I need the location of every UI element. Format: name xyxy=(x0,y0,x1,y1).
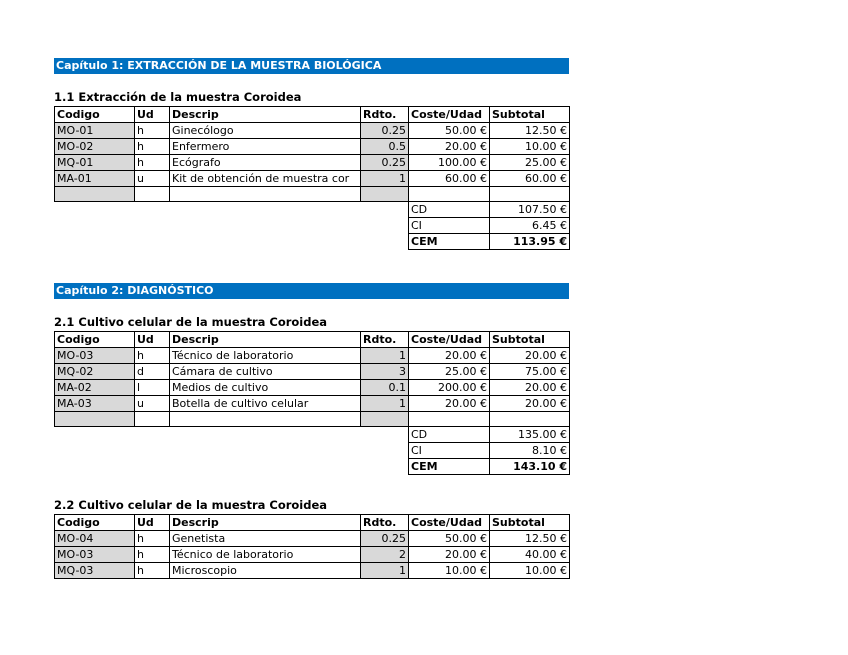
cell-ud[interactable] xyxy=(135,187,170,202)
ci-row xyxy=(55,218,570,234)
cell-ud[interactable]: h xyxy=(135,348,170,364)
table-row xyxy=(55,380,570,396)
cell-subtotal[interactable] xyxy=(490,187,570,202)
cell-rdto[interactable]: 1 xyxy=(361,563,409,579)
cell-coste[interactable]: 60.00 € xyxy=(409,171,490,187)
cell-rdto[interactable]: 1 xyxy=(361,348,409,364)
cell-subtotal[interactable]: 25.00 € xyxy=(490,155,570,171)
ci-row xyxy=(55,443,570,459)
cell-coste[interactable] xyxy=(409,187,490,202)
table-row xyxy=(55,531,570,547)
table-row xyxy=(55,563,570,579)
ci-value[interactable]: 8.10 € xyxy=(490,443,570,459)
cell-code[interactable]: MO-04 xyxy=(55,531,135,547)
cell-subtotal[interactable]: 60.00 € xyxy=(490,171,570,187)
cell-desc[interactable]: Ecógrafo xyxy=(170,155,361,171)
cell-rdto[interactable]: 3 xyxy=(361,364,409,380)
table-row xyxy=(55,547,570,563)
cell-subtotal[interactable]: 40.00 € xyxy=(490,547,570,563)
cell-desc[interactable]: Enfermero xyxy=(170,139,361,155)
header-descrip: Descrip xyxy=(170,107,361,123)
cell-ud[interactable]: h xyxy=(135,123,170,139)
table-row xyxy=(55,171,570,187)
cell-coste[interactable]: 25.00 € xyxy=(409,364,490,380)
table-header-row xyxy=(55,332,570,348)
cell-code[interactable] xyxy=(55,187,135,202)
cell-code[interactable]: MO-01 xyxy=(55,123,135,139)
cell-ud[interactable]: d xyxy=(135,364,170,380)
header-codigo: Codigo xyxy=(55,107,135,123)
cell-subtotal[interactable] xyxy=(490,412,570,427)
cell-desc[interactable]: Ginecólogo xyxy=(170,123,361,139)
cd-value[interactable]: 107.50 € xyxy=(490,202,570,218)
cell-coste[interactable]: 50.00 € xyxy=(409,531,490,547)
cell-rdto[interactable]: 0.5 xyxy=(361,139,409,155)
header-subtotal: Subtotal xyxy=(490,515,570,531)
cell-coste[interactable]: 20.00 € xyxy=(409,396,490,412)
header-subtotal: Subtotal xyxy=(490,107,570,123)
cell-coste[interactable]: 20.00 € xyxy=(409,547,490,563)
cd-value[interactable]: 135.00 € xyxy=(490,427,570,443)
ci-value[interactable]: 6.45 € xyxy=(490,218,570,234)
table-row xyxy=(55,364,570,380)
cell-code[interactable] xyxy=(55,412,135,427)
cell-code[interactable]: MO-03 xyxy=(55,547,135,563)
cell-desc[interactable] xyxy=(170,187,361,202)
cell-desc[interactable] xyxy=(170,412,361,427)
cell-coste[interactable] xyxy=(409,412,490,427)
cell-rdto[interactable]: 2 xyxy=(361,547,409,563)
cell-subtotal[interactable]: 20.00 € xyxy=(490,396,570,412)
empty-row xyxy=(55,187,570,202)
table-row xyxy=(55,396,570,412)
cell-code[interactable]: MA-02 xyxy=(55,380,135,396)
cell-coste[interactable]: 20.00 € xyxy=(409,139,490,155)
cell-code[interactable]: MO-03 xyxy=(55,348,135,364)
cell-code[interactable]: MA-01 xyxy=(55,171,135,187)
cell-desc[interactable]: Técnico de laboratorio xyxy=(170,348,361,364)
cem-label: CEM xyxy=(409,234,490,250)
table-1-1 xyxy=(54,106,570,250)
cem-value[interactable]: 113.95 € xyxy=(490,234,570,250)
cell-rdto[interactable]: 0.1 xyxy=(361,380,409,396)
header-ud: Ud xyxy=(135,332,170,348)
cell-code[interactable]: MQ-03 xyxy=(55,563,135,579)
header-ud: Ud xyxy=(135,515,170,531)
cem-row xyxy=(55,459,570,475)
header-subtotal: Subtotal xyxy=(490,332,570,348)
cell-ud[interactable]: u xyxy=(135,171,170,187)
table-2-2 xyxy=(54,514,570,579)
header-ud: Ud xyxy=(135,107,170,123)
header-rdto: Rdto. xyxy=(361,515,409,531)
ci-label: CI xyxy=(409,218,490,234)
cell-subtotal[interactable]: 75.00 € xyxy=(490,364,570,380)
cem-value[interactable]: 143.10 € xyxy=(490,459,570,475)
cell-rdto[interactable]: 1 xyxy=(361,396,409,412)
table-header-row xyxy=(55,107,570,123)
cell-subtotal[interactable]: 20.00 € xyxy=(490,348,570,364)
cell-rdto[interactable] xyxy=(361,412,409,427)
cell-subtotal[interactable]: 12.50 € xyxy=(490,123,570,139)
cell-rdto[interactable]: 0.25 xyxy=(361,155,409,171)
cem-label: CEM xyxy=(409,459,490,475)
cell-desc[interactable]: Kit de obtención de muestra cor xyxy=(170,171,361,187)
cell-rdto[interactable] xyxy=(361,187,409,202)
cell-ud[interactable]: h xyxy=(135,563,170,579)
cell-coste[interactable]: 100.00 € xyxy=(409,155,490,171)
header-descrip: Descrip xyxy=(170,332,361,348)
cd-row xyxy=(55,427,570,443)
cell-desc[interactable]: Técnico de laboratorio xyxy=(170,547,361,563)
cell-coste[interactable]: 20.00 € xyxy=(409,348,490,364)
table-header-row xyxy=(55,515,570,531)
cd-label: CD xyxy=(409,202,490,218)
cell-code[interactable]: MA-03 xyxy=(55,396,135,412)
cell-desc[interactable]: Cámara de cultivo xyxy=(170,364,361,380)
cell-ud[interactable]: h xyxy=(135,547,170,563)
cell-desc[interactable]: Medios de cultivo xyxy=(170,380,361,396)
cell-ud[interactable] xyxy=(135,412,170,427)
header-coste: Coste/Udad xyxy=(409,332,490,348)
cell-coste[interactable]: 200.00 € xyxy=(409,380,490,396)
chapter-2-title: Capítulo 2: DIAGNÓSTICO xyxy=(54,283,569,299)
cell-desc[interactable]: Microscopio xyxy=(170,563,361,579)
cell-subtotal[interactable]: 10.00 € xyxy=(490,563,570,579)
cell-coste[interactable]: 10.00 € xyxy=(409,563,490,579)
cell-ud[interactable]: h xyxy=(135,155,170,171)
table-row xyxy=(55,155,570,171)
header-codigo: Codigo xyxy=(55,515,135,531)
table-row xyxy=(55,139,570,155)
cell-coste[interactable]: 50.00 € xyxy=(409,123,490,139)
cell-desc[interactable]: Botella de cultivo celular xyxy=(170,396,361,412)
cem-row xyxy=(55,234,570,250)
table-row xyxy=(55,123,570,139)
empty-row xyxy=(55,412,570,427)
header-coste: Coste/Udad xyxy=(409,107,490,123)
cell-ud[interactable]: l xyxy=(135,380,170,396)
cell-ud[interactable]: h xyxy=(135,139,170,155)
header-descrip: Descrip xyxy=(170,515,361,531)
cell-subtotal[interactable]: 12.50 € xyxy=(490,531,570,547)
chapter-1-title: Capítulo 1: EXTRACCIÓN DE LA MUESTRA BIOLÓGICA xyxy=(54,58,569,74)
cell-rdto[interactable]: 0.25 xyxy=(361,123,409,139)
cell-ud[interactable]: u xyxy=(135,396,170,412)
cell-subtotal[interactable]: 20.00 € xyxy=(490,380,570,396)
cell-desc[interactable]: Genetista xyxy=(170,531,361,547)
header-codigo: Codigo xyxy=(55,332,135,348)
ci-label: CI xyxy=(409,443,490,459)
section-1-1-title: 1.1 Extracción de la muestra Coroidea xyxy=(54,90,302,104)
header-rdto: Rdto. xyxy=(361,107,409,123)
header-coste: Coste/Udad xyxy=(409,515,490,531)
table-2-1 xyxy=(54,331,570,475)
cd-label: CD xyxy=(409,427,490,443)
cell-ud[interactable]: h xyxy=(135,531,170,547)
cell-code[interactable]: MQ-02 xyxy=(55,364,135,380)
cell-rdto[interactable]: 1 xyxy=(361,171,409,187)
section-2-2-title: 2.2 Cultivo celular de la muestra Coroidea xyxy=(54,498,328,512)
section-2-1-title: 2.1 Cultivo celular de la muestra Coroidea xyxy=(54,315,328,329)
cd-row xyxy=(55,202,570,218)
cell-rdto[interactable]: 0.25 xyxy=(361,531,409,547)
table-row xyxy=(55,348,570,364)
header-rdto: Rdto. xyxy=(361,332,409,348)
cell-subtotal[interactable]: 10.00 € xyxy=(490,139,570,155)
cell-code[interactable]: MQ-01 xyxy=(55,155,135,171)
cell-code[interactable]: MO-02 xyxy=(55,139,135,155)
